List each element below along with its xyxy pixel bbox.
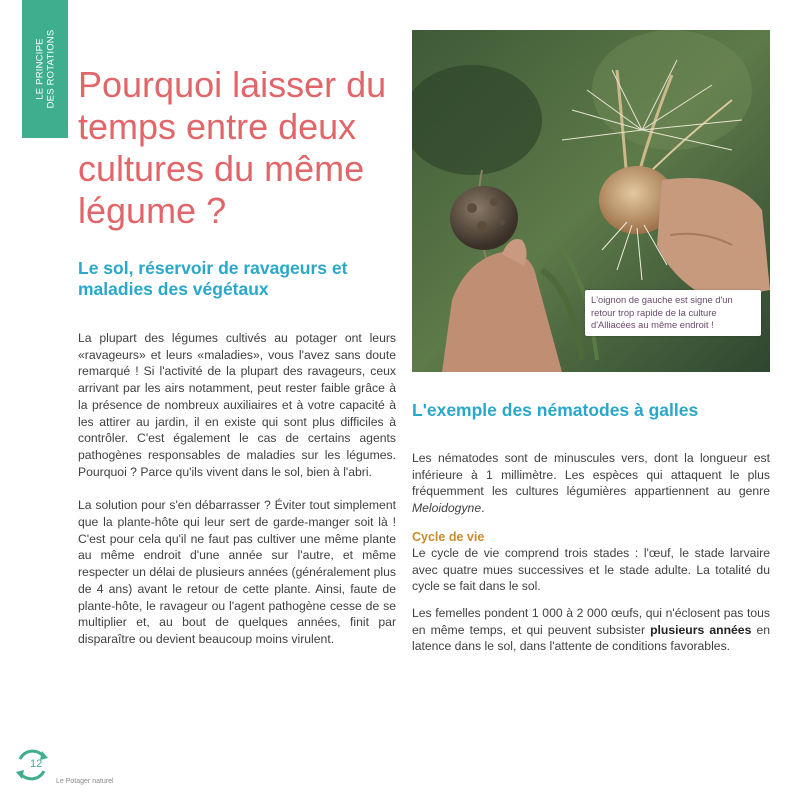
paragraph-life-cycle: Le cycle de vie comprend trois stades : l'œuf, le stade larvaire avec quatre mues successives et le stade adulte. La totalité du cycle se fait dans le sol. bbox=[412, 545, 770, 594]
paragraph-nematodes-intro bbox=[412, 450, 770, 517]
footer-publication: Le Potager naturel bbox=[56, 778, 114, 785]
side-tab-line-2: DES ROTATIONS bbox=[45, 29, 56, 109]
page-number: 12 bbox=[30, 758, 43, 770]
genus-name: Meloidogyne bbox=[412, 501, 482, 516]
left-column-text bbox=[78, 330, 396, 648]
side-tab-label bbox=[22, 0, 68, 138]
females-text-start: Les femelles pondent 1 000 à 2 000 œufs, qui n'éclosent pas tous en même temps, et qui peuvent subsister bbox=[412, 605, 770, 637]
females-bold-text: plusieurs années bbox=[650, 622, 752, 637]
right-column-text bbox=[412, 450, 770, 655]
photo-caption: L'oignon de gauche est signe d'un retour trop rapide de la culture d'Alliacées au même endroit ! bbox=[585, 290, 761, 336]
nematodes-intro-end: . bbox=[481, 501, 485, 516]
section-heading-soil: Le sol, réservoir de ravageurs et maladies des végétaux bbox=[78, 258, 348, 299]
page-title: Pourquoi laisser du temps entre deux cultures du même légume ? bbox=[78, 64, 387, 231]
paragraph-solution: La solution pour s'en débarrasser ? Éviter tout simplement que la plante-hôte qui leur sert de garde-manger soit là ! C'est pour cela qu'il ne faut pas cultiver une même plante au même endroit d'une année sur l'autre, et même respecter un délai de plusieurs années (généralement plus de 4 ans) avant le retour de cette plante. Ainsi, faute de plante-hôte, le ravageur ou l'agent pathogène cesse de se multiplier et, au bout de quelques années, finit par disparaître ou devient beaucoup moins virulent. bbox=[78, 498, 396, 646]
paragraph-females bbox=[412, 605, 770, 655]
side-tab-line-1: LE PRINCIPE bbox=[34, 38, 45, 100]
nematodes-intro-text: Les nématodes sont de minuscules vers, dont la longueur est inférieure à 1 millimètre. Les espèces qui attaquent le plus fréquemment les cultures légumières appartiennent au genre bbox=[412, 451, 770, 499]
subheading-life-cycle: Cycle de vie bbox=[412, 529, 485, 544]
section-heading-nematodes: L'exemple des nématodes à galles bbox=[412, 400, 699, 420]
females-text-end: en latence dans le sol, dans l'attente de conditions favorables. bbox=[412, 622, 770, 654]
paragraph-pests: La plupart des légumes cultivés au potager ont leurs «ravageurs» et leurs «maladies», vous l'avez sans doute remarqué ! Si l'activité de la plupart des ravageurs, ceux arrivant par les airs notamment, peut rester faible grâce à la présence de nombreux auxiliaires et à votre capacité à les attirer au jardin, il en existe qui sont plus difficiles à contrôler. C'est également le cas de certains agents pathogènes responsables de maladies sur les légumes. Pourquoi ? Parce qu'ils vivent dans le sol, bien à l'abri. bbox=[78, 331, 396, 479]
